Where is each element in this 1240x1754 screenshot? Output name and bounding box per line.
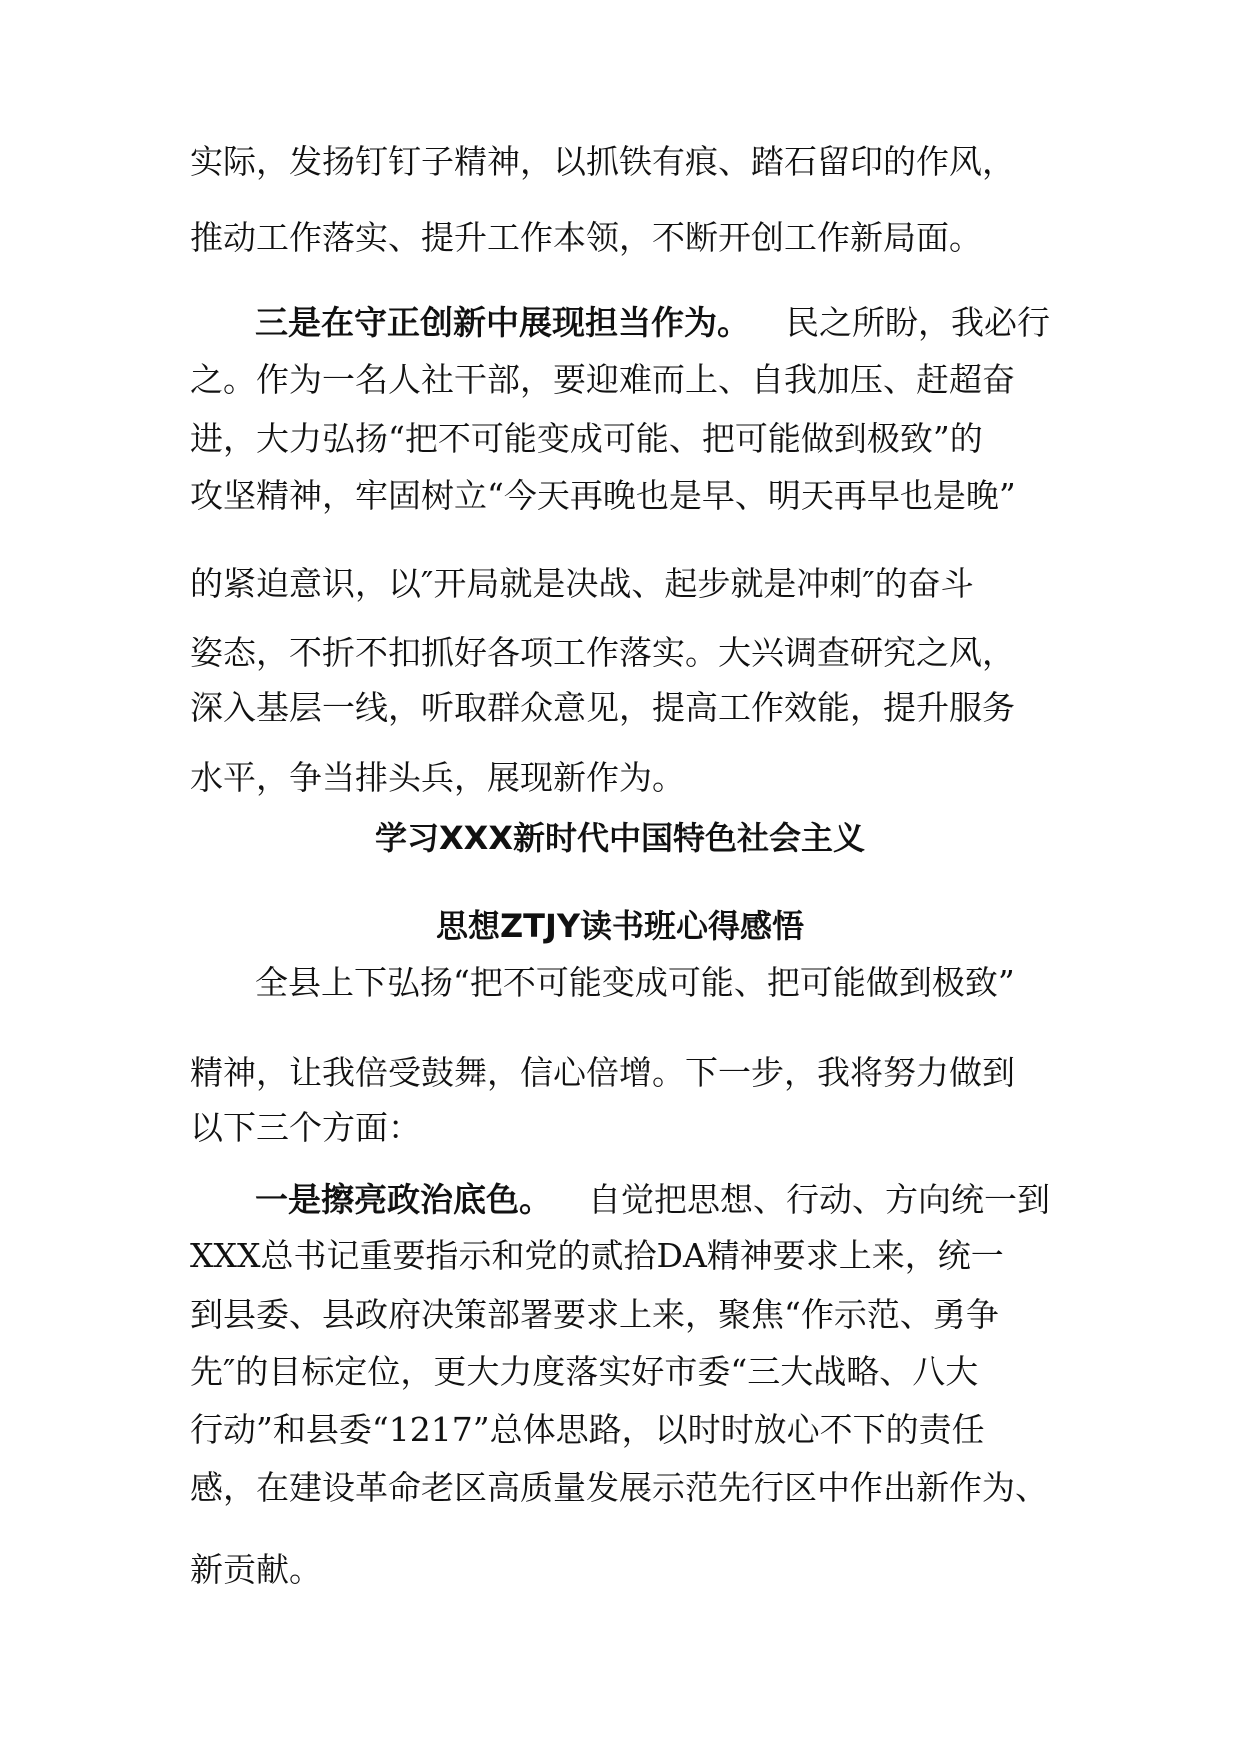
text-span: 自觉把思想、行动、方向统一到 <box>588 1180 1050 1219</box>
text-line: 实际，发扬钉钉子精神，以抓铁有痕、踏石留印的作风， <box>190 142 1015 181</box>
text-line: 精神，让我倍受鼓舞，信心倍增。下一步，我将努力做到 <box>190 1053 1015 1092</box>
text-line: 水平，争当排头兵，展现新作为。 <box>190 758 685 797</box>
paragraph-heading-line <box>255 303 1050 343</box>
text-line: 感，在建设革命老区高质量发展示范先行区中作出新作为、 <box>190 1468 1048 1507</box>
text-line: 全县上下弘扬“把不可能变成可能、把可能做到极致” <box>255 963 1015 1002</box>
text-line: XXX总书记重要指示和党的贰拾DA精神要求上来，统一 <box>190 1236 1004 1275</box>
text-line: 姿态，不折不扣抓好各项工作落实。大兴调查研究之风， <box>190 633 1015 672</box>
paragraph-heading-line <box>255 1180 1050 1220</box>
text-line: 深入基层一线，听取群众意见，提高工作效能，提升服务 <box>190 688 1015 727</box>
document-title-line-1: 学习XXX新时代中国特色社会主义 <box>374 819 866 857</box>
text-line: 行动”和县委“1217”总体思路，以时时放心不下的责任 <box>190 1410 985 1449</box>
document-title-line-2: 思想ZTJY读书班心得感悟 <box>435 907 805 945</box>
text-line: 以下三个方面： <box>190 1108 421 1147</box>
text-span: 民之所盼，我必行 <box>786 303 1050 342</box>
text-line: 攻坚精神，牢固树立“今天再晚也是早、明天再早也是晚” <box>190 476 1016 515</box>
section-heading: 三是在守正创新中展现担当作为。 <box>255 303 750 342</box>
text-line: 的紧迫意识，以″开局就是决战、起步就是冲刺″的奋斗 <box>190 564 974 603</box>
section-heading: 一是擦亮政治底色。 <box>255 1180 552 1219</box>
text-line: 先″的目标定位，更大力度落实好市委“三大战略、八大 <box>190 1352 979 1391</box>
text-line: 进，大力弘扬“把不可能变成可能、把可能做到极致”的 <box>190 419 983 458</box>
text-line: 之。作为一名人社干部，要迎难而上、自我加压、赶超奋 <box>190 360 1015 399</box>
text-line: 到县委、县政府决策部署要求上来，聚焦“作示范、勇争 <box>190 1295 999 1334</box>
text-line: 新贡献。 <box>190 1550 322 1589</box>
text-line: 推动工作落实、提升工作本领，不断开创工作新局面。 <box>190 218 982 257</box>
